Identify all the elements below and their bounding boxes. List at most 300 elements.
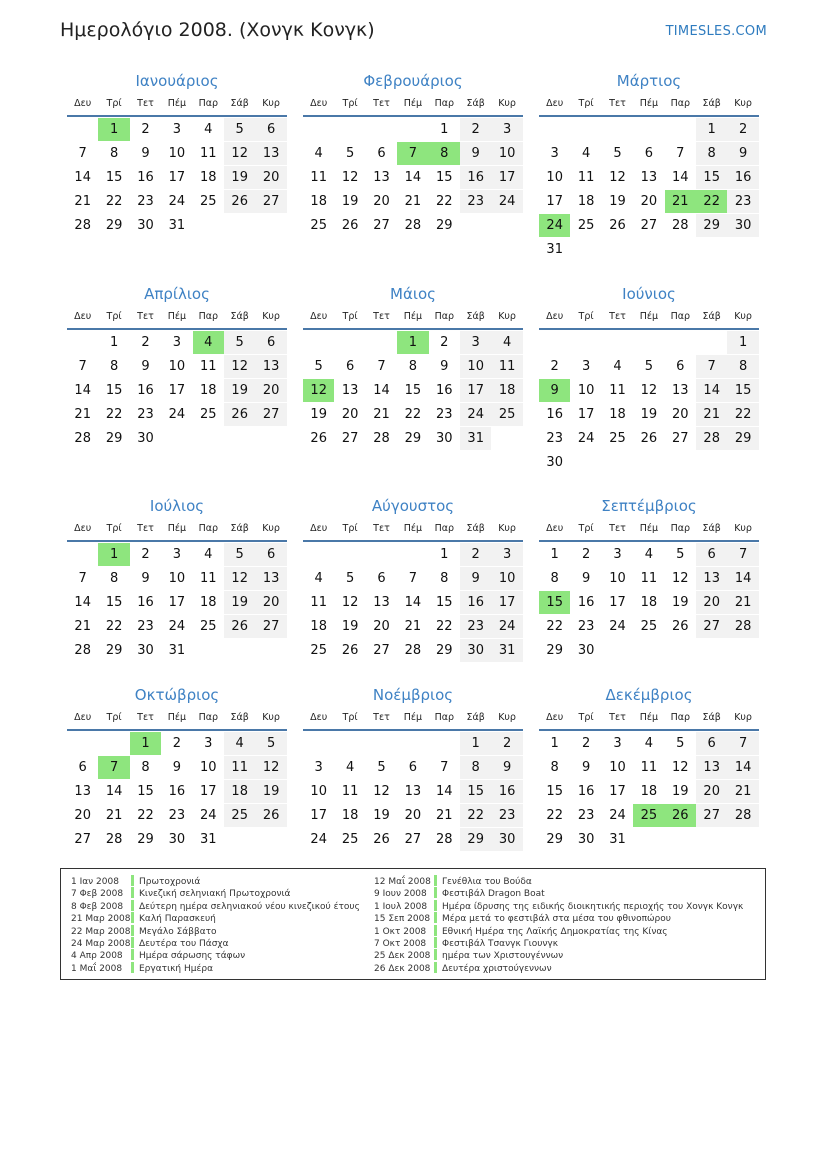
day-cell: 20 [255,591,286,614]
weekday-label: Πέμ [639,98,659,109]
day-cell: 30 [460,639,491,662]
day-cell: 5 [224,543,255,566]
day-cell: 26 [224,403,255,426]
day-cell: 8 [550,760,559,775]
day-cell: 28 [727,615,758,638]
legend-item [374,925,743,937]
holiday-marker [434,937,437,948]
weekday-label: Κυρ [498,98,516,109]
weekday-label: Πέμ [167,98,187,109]
day-cell: 31 [168,218,186,233]
weekday-label: Σάβ [466,98,485,109]
weekday-label: Κυρ [734,712,752,723]
day-cell: 11 [310,170,327,185]
header-divider [67,328,287,330]
header-divider [67,115,287,117]
legend-date: 4 Απρ 2008 [71,951,123,962]
legend-date: 15 Σεπ 2008 [374,914,431,925]
weekday-label: Τρί [106,311,122,322]
weekday-label: Πέμ [167,311,187,322]
day-cell: 9 [141,359,150,374]
day-cell: 30 [436,431,453,446]
day-cell: 25 [310,218,327,233]
brand-link[interactable]: TIMESLES.COM [665,24,767,39]
day-cell: 17 [491,591,522,614]
weekday-label: Κυρ [262,311,280,322]
day-cell: 30 [168,832,186,847]
legend-date: 1 Ιαν 2008 [71,877,119,887]
legend-date: 7 Οκτ 2008 [374,938,427,949]
day-cell: 19 [255,780,286,803]
day-cell: 12 [224,355,255,378]
day-cell: 27 [696,804,727,827]
day-cell: 19 [341,619,359,634]
day-cell: 11 [200,571,217,586]
day-cell: 8 [550,571,559,586]
day-cell: 3 [581,359,591,374]
day-cell: 14 [436,784,453,799]
day-cell: 31 [609,832,626,847]
month-name: Μάιος [390,285,436,303]
day-cell: 3 [491,543,522,566]
day-cell: 28 [672,218,689,233]
day-cell: 6 [78,760,87,775]
day-cell: 27 [373,643,390,658]
holiday-day-cell: 4 [193,331,224,354]
day-cell: 21 [373,407,390,422]
day-cell: 18 [640,784,658,799]
day-cell: 22 [546,619,563,634]
legend-holiday-name: ημέρα των Χριστουγέννων [442,951,564,962]
day-cell: 11 [640,571,658,586]
day-cell: 10 [168,359,186,374]
weekday-label: Παρ [670,98,690,109]
day-cell: 23 [577,619,595,634]
legend-item [374,875,743,887]
day-cell: 31 [546,242,563,257]
day-cell: 19 [609,194,626,209]
holiday-marker [434,949,437,960]
legend-item [374,887,743,899]
day-cell: 7 [408,571,418,586]
day-cell: 6 [408,760,418,775]
legend-item [374,937,743,949]
day-cell: 26 [310,431,327,446]
weekday-label: Κυρ [734,98,752,109]
day-cell: 20 [696,780,727,803]
day-cell: 27 [672,431,689,446]
legend-date: 9 Ιουν 2008 [374,889,427,900]
legend-holiday-name: Μέρα μετά το φεστιβάλ στα μέσα του φθινοπώρου [442,914,671,925]
day-cell: 10 [546,170,563,185]
weekday-label: Σάβ [466,523,485,534]
day-cell: 14 [696,379,727,402]
weekday-label: Τρί [342,311,358,322]
day-cell: 2 [581,736,591,751]
day-cell: 6 [377,571,386,586]
day-cell: 14 [404,595,422,610]
holiday-marker [434,900,437,911]
day-cell: 5 [676,547,685,562]
day-cell: 9 [581,760,591,775]
holiday-marker [434,875,437,886]
weekday-label: Τετ [609,311,626,322]
day-cell: 16 [460,166,491,189]
day-cell: 15 [546,784,563,799]
legend-item [71,962,360,974]
day-cell: 15 [460,780,491,803]
day-cell: 20 [341,407,359,422]
day-cell: 25 [200,619,217,634]
weekday-label: Παρ [198,311,218,322]
day-cell: 12 [672,760,689,775]
day-cell: 11 [491,355,522,378]
legend-date: 26 Δεκ 2008 [374,963,431,974]
day-cell: 13 [640,170,658,185]
legend-item [71,937,360,949]
weekday-label: Πέμ [403,712,423,723]
weekday-header [539,523,759,541]
day-cell: 10 [460,355,491,378]
weekday-label: Τρί [106,98,122,109]
day-cell: 18 [577,194,595,209]
day-cell: 31 [491,639,522,662]
header-divider [67,729,287,731]
weekday-label: Παρ [434,311,454,322]
day-cell: 20 [255,379,286,402]
month-name: Απρίλιος [144,285,210,303]
day-cell: 20 [640,194,658,209]
day-cell: 28 [74,431,91,446]
weekday-label: Τρί [106,523,122,534]
day-cell: 30 [577,832,595,847]
day-cell: 12 [224,142,255,165]
weekday-label: Τρί [342,523,358,534]
day-cell: 17 [491,166,522,189]
day-cell: 10 [577,383,595,398]
weekday-label: Παρ [434,98,454,109]
day-cell: 12 [341,170,359,185]
day-cell: 26 [255,804,286,827]
day-cell: 25 [310,643,327,658]
holiday-day-cell: 1 [130,732,161,755]
weekday-label: Πέμ [167,523,187,534]
weekday-label: Σάβ [466,311,485,322]
day-cell: 16 [491,780,522,803]
day-cell: 5 [255,732,286,755]
day-cell: 7 [676,146,685,161]
weekday-label: Κυρ [262,712,280,723]
day-cell: 6 [696,732,727,755]
day-cell: 11 [609,383,626,398]
day-cell: 26 [640,431,658,446]
day-cell: 16 [577,784,595,799]
weekday-label: Κυρ [262,523,280,534]
day-cell: 27 [640,218,658,233]
month-name: Νοέμβριος [372,686,454,704]
day-cell: 4 [491,331,522,354]
day-cell: 19 [341,194,359,209]
day-cell: 7 [727,543,758,566]
day-cell: 4 [644,736,654,751]
holiday-marker [434,887,437,898]
day-cell: 8 [109,359,119,374]
day-cell: 16 [436,383,453,398]
holiday-day-cell: 9 [539,379,570,402]
day-cell: 13 [373,170,390,185]
day-cell: 13 [255,355,286,378]
weekday-label: Πέμ [639,311,659,322]
legend-item [374,900,743,912]
month-name: Αύγουστος [371,497,455,515]
weekday-label: Τρί [578,523,594,534]
holiday-marker [131,925,134,936]
day-cell: 13 [255,142,286,165]
weekday-label: Κυρ [498,712,516,723]
weekday-label: Παρ [198,523,218,534]
holiday-marker [131,949,134,960]
legend-item [71,875,360,887]
day-cell: 8 [109,571,119,586]
day-cell: 18 [200,170,217,185]
day-cell: 18 [609,407,626,422]
day-cell: 26 [609,218,626,233]
day-cell: 9 [172,760,182,775]
weekday-label: Πέμ [403,311,423,322]
weekday-label: Τετ [373,311,390,322]
legend-date: 8 Φεβ 2008 [71,901,124,912]
day-cell: 24 [491,190,522,213]
day-cell: 21 [74,619,91,634]
legend-date: 12 Μαΐ 2008 [374,877,431,887]
day-cell: 23 [460,615,491,638]
weekday-label: Σάβ [230,311,249,322]
weekday-header [67,523,287,541]
holiday-day-cell: 7 [397,142,428,165]
day-cell: 17 [609,595,626,610]
holiday-day-cell: 15 [539,591,570,614]
holiday-day-cell: 12 [303,379,334,402]
day-cell: 17 [200,784,217,799]
day-cell: 29 [436,643,453,658]
day-cell: 24 [168,407,186,422]
day-cell: 12 [609,170,626,185]
day-cell: 19 [224,591,255,614]
holiday-day-cell: 22 [696,190,727,213]
day-cell: 24 [168,619,186,634]
weekday-label: Σάβ [230,712,249,723]
holiday-day-cell: 26 [665,804,696,827]
day-cell: 3 [172,547,182,562]
day-cell: 26 [224,615,255,638]
day-cell: 15 [137,784,154,799]
month-name: Σεπτέμβριος [601,497,697,515]
day-cell: 17 [168,383,186,398]
day-cell: 18 [200,595,217,610]
day-cell: 10 [609,760,626,775]
day-cell: 25 [200,407,217,422]
holiday-day-cell: 7 [98,756,129,779]
day-cell: 23 [577,808,595,823]
legend-holiday-name: Καλή Παρασκευή [139,914,216,925]
day-cell: 1 [440,547,449,562]
legend-item [71,925,360,937]
legend-item [71,912,360,924]
holiday-day-cell: 25 [633,804,664,827]
weekday-label: Δευ [74,311,92,322]
day-cell: 9 [440,359,449,374]
weekday-label: Τετ [373,98,390,109]
day-cell: 13 [696,567,727,590]
day-cell: 25 [491,403,522,426]
day-cell: 27 [74,832,91,847]
day-cell: 6 [377,146,386,161]
day-cell: 9 [581,571,591,586]
month-name: Ιούνιος [622,285,676,303]
day-cell: 6 [255,331,286,354]
weekday-label: Τρί [578,712,594,723]
day-cell: 29 [546,643,563,658]
legend-holiday-name: Κινεζική σεληνιακή Πρωτοχρονιά [139,889,291,900]
legend-holiday-name: Γενέθλια του Βούδα [442,877,532,887]
weekday-label: Δευ [310,712,328,723]
weekday-label: Δευ [310,311,328,322]
day-cell: 23 [727,190,758,213]
day-cell: 29 [696,214,727,237]
day-cell: 9 [460,142,491,165]
day-cell: 11 [200,146,217,161]
day-cell: 28 [727,804,758,827]
legend-column [71,875,360,974]
header-divider [539,540,759,542]
day-cell: 25 [200,194,217,209]
header-divider [67,540,287,542]
day-cell: 26 [224,190,255,213]
month-name: Φεβρουάριος [363,72,463,90]
month-name: Μάρτιος [616,72,682,90]
holiday-marker [131,937,134,948]
day-cell: 3 [460,331,491,354]
day-cell: 22 [546,808,563,823]
day-cell: 19 [672,595,689,610]
day-cell: 7 [440,760,449,775]
day-cell: 24 [310,832,327,847]
day-cell: 15 [105,383,123,398]
day-cell: 16 [137,170,154,185]
day-cell: 24 [609,808,626,823]
weekday-label: Σάβ [466,712,485,723]
day-cell: 19 [640,407,658,422]
day-cell: 22 [105,194,123,209]
day-cell: 2 [172,736,182,751]
weekday-label: Πέμ [639,523,659,534]
day-cell: 13 [672,383,689,398]
day-cell: 1 [550,736,559,751]
day-cell: 4 [204,122,213,137]
day-cell: 3 [550,146,559,161]
day-cell: 21 [105,808,123,823]
day-cell: 31 [200,832,217,847]
day-cell: 13 [373,595,390,610]
holiday-day-cell: 21 [665,190,696,213]
day-cell: 23 [137,194,154,209]
weekday-label: Παρ [670,523,690,534]
day-cell: 29 [404,431,422,446]
legend-holiday-name: Ημέρα σάρωσης τάφων [139,951,246,962]
day-cell: 4 [314,571,323,586]
holiday-marker [434,912,437,923]
day-cell: 12 [640,383,658,398]
day-cell: 28 [404,218,422,233]
day-cell: 2 [141,335,150,350]
day-cell: 14 [404,170,422,185]
holiday-day-cell: 8 [429,142,460,165]
day-cell: 7 [696,355,727,378]
day-cell: 30 [577,643,595,658]
day-cell: 14 [727,756,758,779]
day-cell: 14 [74,170,91,185]
day-cell: 18 [200,383,217,398]
day-cell: 20 [74,808,91,823]
day-cell: 29 [546,832,563,847]
day-cell: 21 [696,403,727,426]
day-cell: 3 [314,760,323,775]
day-cell: 10 [609,571,626,586]
weekday-label: Δευ [310,98,328,109]
day-cell: 5 [644,359,654,374]
day-cell: 6 [255,118,286,141]
weekday-label: Σάβ [702,523,721,534]
day-cell: 13 [74,784,91,799]
weekday-header [303,311,523,329]
day-cell: 10 [168,571,186,586]
holiday-day-cell: 1 [98,118,129,141]
day-cell: 28 [74,643,91,658]
day-cell: 30 [727,214,758,237]
day-cell: 5 [613,146,622,161]
day-cell: 9 [141,146,150,161]
day-cell: 19 [224,379,255,402]
day-cell: 25 [341,832,359,847]
legend-holiday-name: Φεστιβάλ Τσανγκ Γιουνγκ [442,938,559,949]
day-cell: 14 [373,383,390,398]
legend-holiday-name: Πρωτοχρονιά [139,877,201,887]
weekday-header [539,311,759,329]
day-cell: 2 [460,543,491,566]
legend-date: 24 Μαρ 2008 [71,938,131,949]
day-cell: 16 [546,407,563,422]
day-cell: 19 [310,407,327,422]
day-cell: 18 [341,808,359,823]
day-cell: 7 [377,359,386,374]
weekday-label: Πέμ [167,712,187,723]
day-cell: 10 [491,567,522,590]
day-cell: 14 [74,383,91,398]
day-cell: 24 [200,808,217,823]
day-cell: 5 [224,118,255,141]
day-cell: 27 [255,190,286,213]
weekday-label: Τετ [137,523,154,534]
day-cell: 15 [436,170,453,185]
weekday-label: Δευ [546,523,564,534]
day-cell: 22 [404,407,422,422]
day-cell: 2 [550,359,559,374]
day-cell: 23 [168,808,186,823]
legend-date: 25 Δεκ 2008 [374,951,431,962]
day-cell: 26 [672,619,689,634]
day-cell: 17 [609,784,626,799]
day-cell: 1 [550,547,559,562]
